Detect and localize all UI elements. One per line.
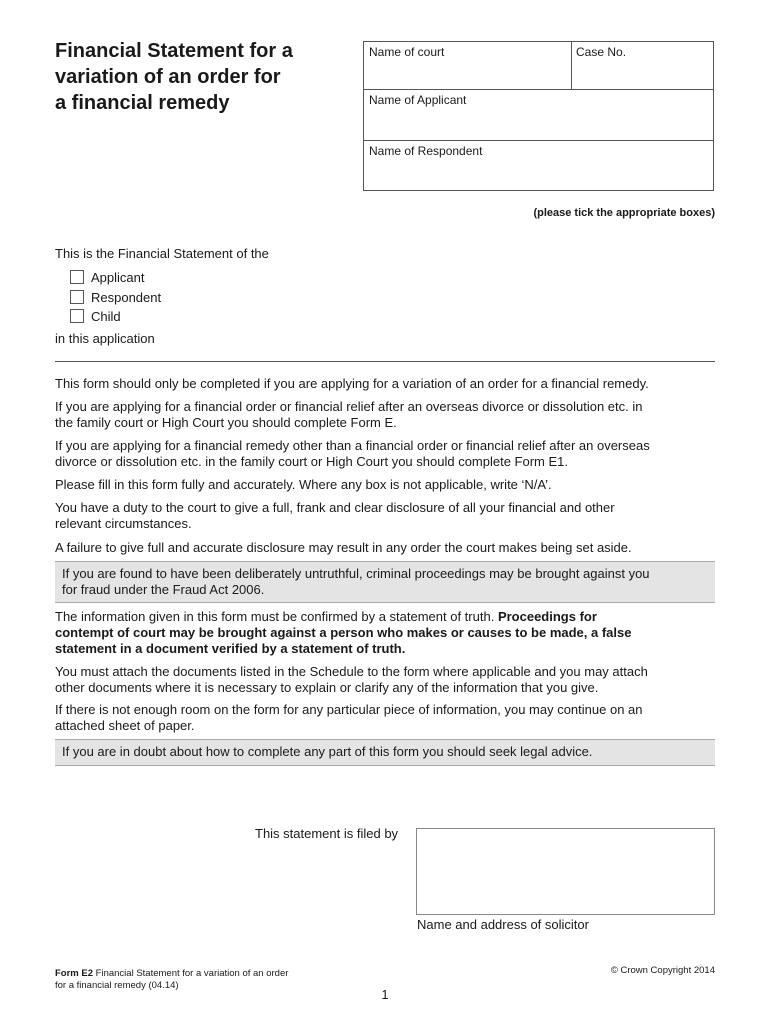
- respondent-row[interactable]: [364, 141, 713, 191]
- form-title-line: variation of an order for: [55, 66, 281, 88]
- checkbox-child[interactable]: [70, 309, 84, 323]
- filed-by-label: This statement is filed by: [255, 826, 399, 841]
- checkbox-applicant-row[interactable]: [70, 268, 144, 286]
- checkbox-respondent[interactable]: [70, 290, 84, 304]
- name-of-respondent-label: Name of Respondent: [369, 144, 483, 158]
- form-description: Financial Statement for a variation of an order: [95, 968, 289, 979]
- instruction-line: If there is not enough room on the form for any particular piece of information, you may continue on an: [55, 702, 643, 717]
- contempt-warning-text: statement in a document verified by a statement of truth.: [55, 641, 406, 656]
- contempt-warning-text: Proceedings for: [497, 609, 597, 624]
- warning-line: for fraud under the Fraud Act 2006.: [62, 582, 265, 597]
- statement-of-truth-text: The information given in this form must be confirmed by a statement of truth.: [55, 609, 495, 624]
- instruction-p6: A failure to give full and accurate disclosure may result in any order the court makes being set aside.: [55, 540, 632, 555]
- instruction-line: You must attach the documents listed in the Schedule to the form where applicable and you may attach: [55, 664, 648, 679]
- warning-line: If you are found to have been deliberately untruthful, criminal proceedings may be brought against you: [62, 566, 650, 581]
- solicitor-label: Name and address of solicitor: [417, 917, 589, 932]
- footer-line: [55, 968, 355, 980]
- instruction-line: If you are applying for a financial remedy other than a financial order or financial relief after an overseas: [55, 438, 650, 453]
- fraud-warning-box: [55, 561, 715, 603]
- checkbox-label: Applicant: [91, 269, 145, 285]
- form-code: Form E2: [55, 968, 94, 979]
- form-title: [55, 38, 355, 116]
- instruction-line: You have a duty to the court to give a full, frank and clear disclosure of all your financial and other: [55, 500, 615, 515]
- instruction-line: [55, 625, 715, 641]
- name-of-court-label: Name of court: [369, 45, 445, 59]
- instruction-line: other documents where it is necessary to explain or clarify any of the information that you give.: [55, 680, 599, 695]
- statement-of-intro: This is the Financial Statement of the: [55, 246, 269, 261]
- instruction-p8: [55, 664, 715, 696]
- court-details-box: [363, 41, 714, 191]
- court-row: [364, 42, 713, 90]
- instruction-p9: [55, 702, 715, 734]
- instruction-line: divorce or dissolution etc. in the family court or High Court you should complete Form E1.: [55, 454, 569, 469]
- checkbox-label: Respondent: [91, 289, 162, 305]
- instruction-p4: Please fill in this form fully and accurately. Where any box is not applicable, write ‘N/A’.: [55, 477, 552, 492]
- instruction-p7: [55, 609, 715, 657]
- instruction-line: attached sheet of paper.: [55, 718, 195, 733]
- checkbox-child-row[interactable]: [70, 307, 121, 325]
- instruction-p1: This form should only be completed if you are applying for a variation of an order for a financial remedy.: [55, 376, 649, 391]
- form-title-line: Financial Statement for a: [55, 40, 293, 62]
- tick-note: (please tick the appropriate boxes): [533, 207, 715, 219]
- legal-advice-text: If you are in doubt about how to complete any part of this form you should seek legal advice.: [62, 744, 593, 759]
- form-title-line: a financial remedy: [55, 92, 230, 114]
- instruction-line: the family court or High Court you should complete Form E.: [55, 415, 397, 430]
- legal-advice-box: [55, 739, 715, 766]
- instruction-p3: [55, 438, 715, 470]
- section-divider: [55, 361, 715, 362]
- case-divider: [571, 42, 572, 90]
- instruction-p5: [55, 500, 715, 532]
- copyright: © Crown Copyright 2014: [610, 965, 715, 976]
- footer-line: for a financial remedy (04.14): [55, 980, 179, 991]
- applicant-row[interactable]: [364, 90, 713, 141]
- checkbox-respondent-row[interactable]: [70, 288, 161, 306]
- case-no-label: Case No.: [576, 45, 627, 59]
- checkbox-label: Child: [91, 308, 121, 324]
- instruction-line: If you are applying for a financial order or financial relief after an overseas divorce or dissolution etc. in: [55, 399, 643, 414]
- contempt-warning-text: contempt of court may be brought against a person who makes or causes to be made, a false: [55, 625, 632, 640]
- name-of-applicant-label: Name of Applicant: [369, 93, 467, 107]
- page-number: 1: [381, 987, 389, 1002]
- statement-of-outro: in this application: [55, 331, 155, 346]
- instruction-p2: [55, 399, 715, 431]
- checkbox-applicant[interactable]: [70, 270, 84, 284]
- instruction-line: [55, 641, 715, 657]
- instruction-line: relevant circumstances.: [55, 516, 192, 531]
- instruction-line: [55, 609, 715, 625]
- solicitor-details-field[interactable]: [416, 828, 715, 915]
